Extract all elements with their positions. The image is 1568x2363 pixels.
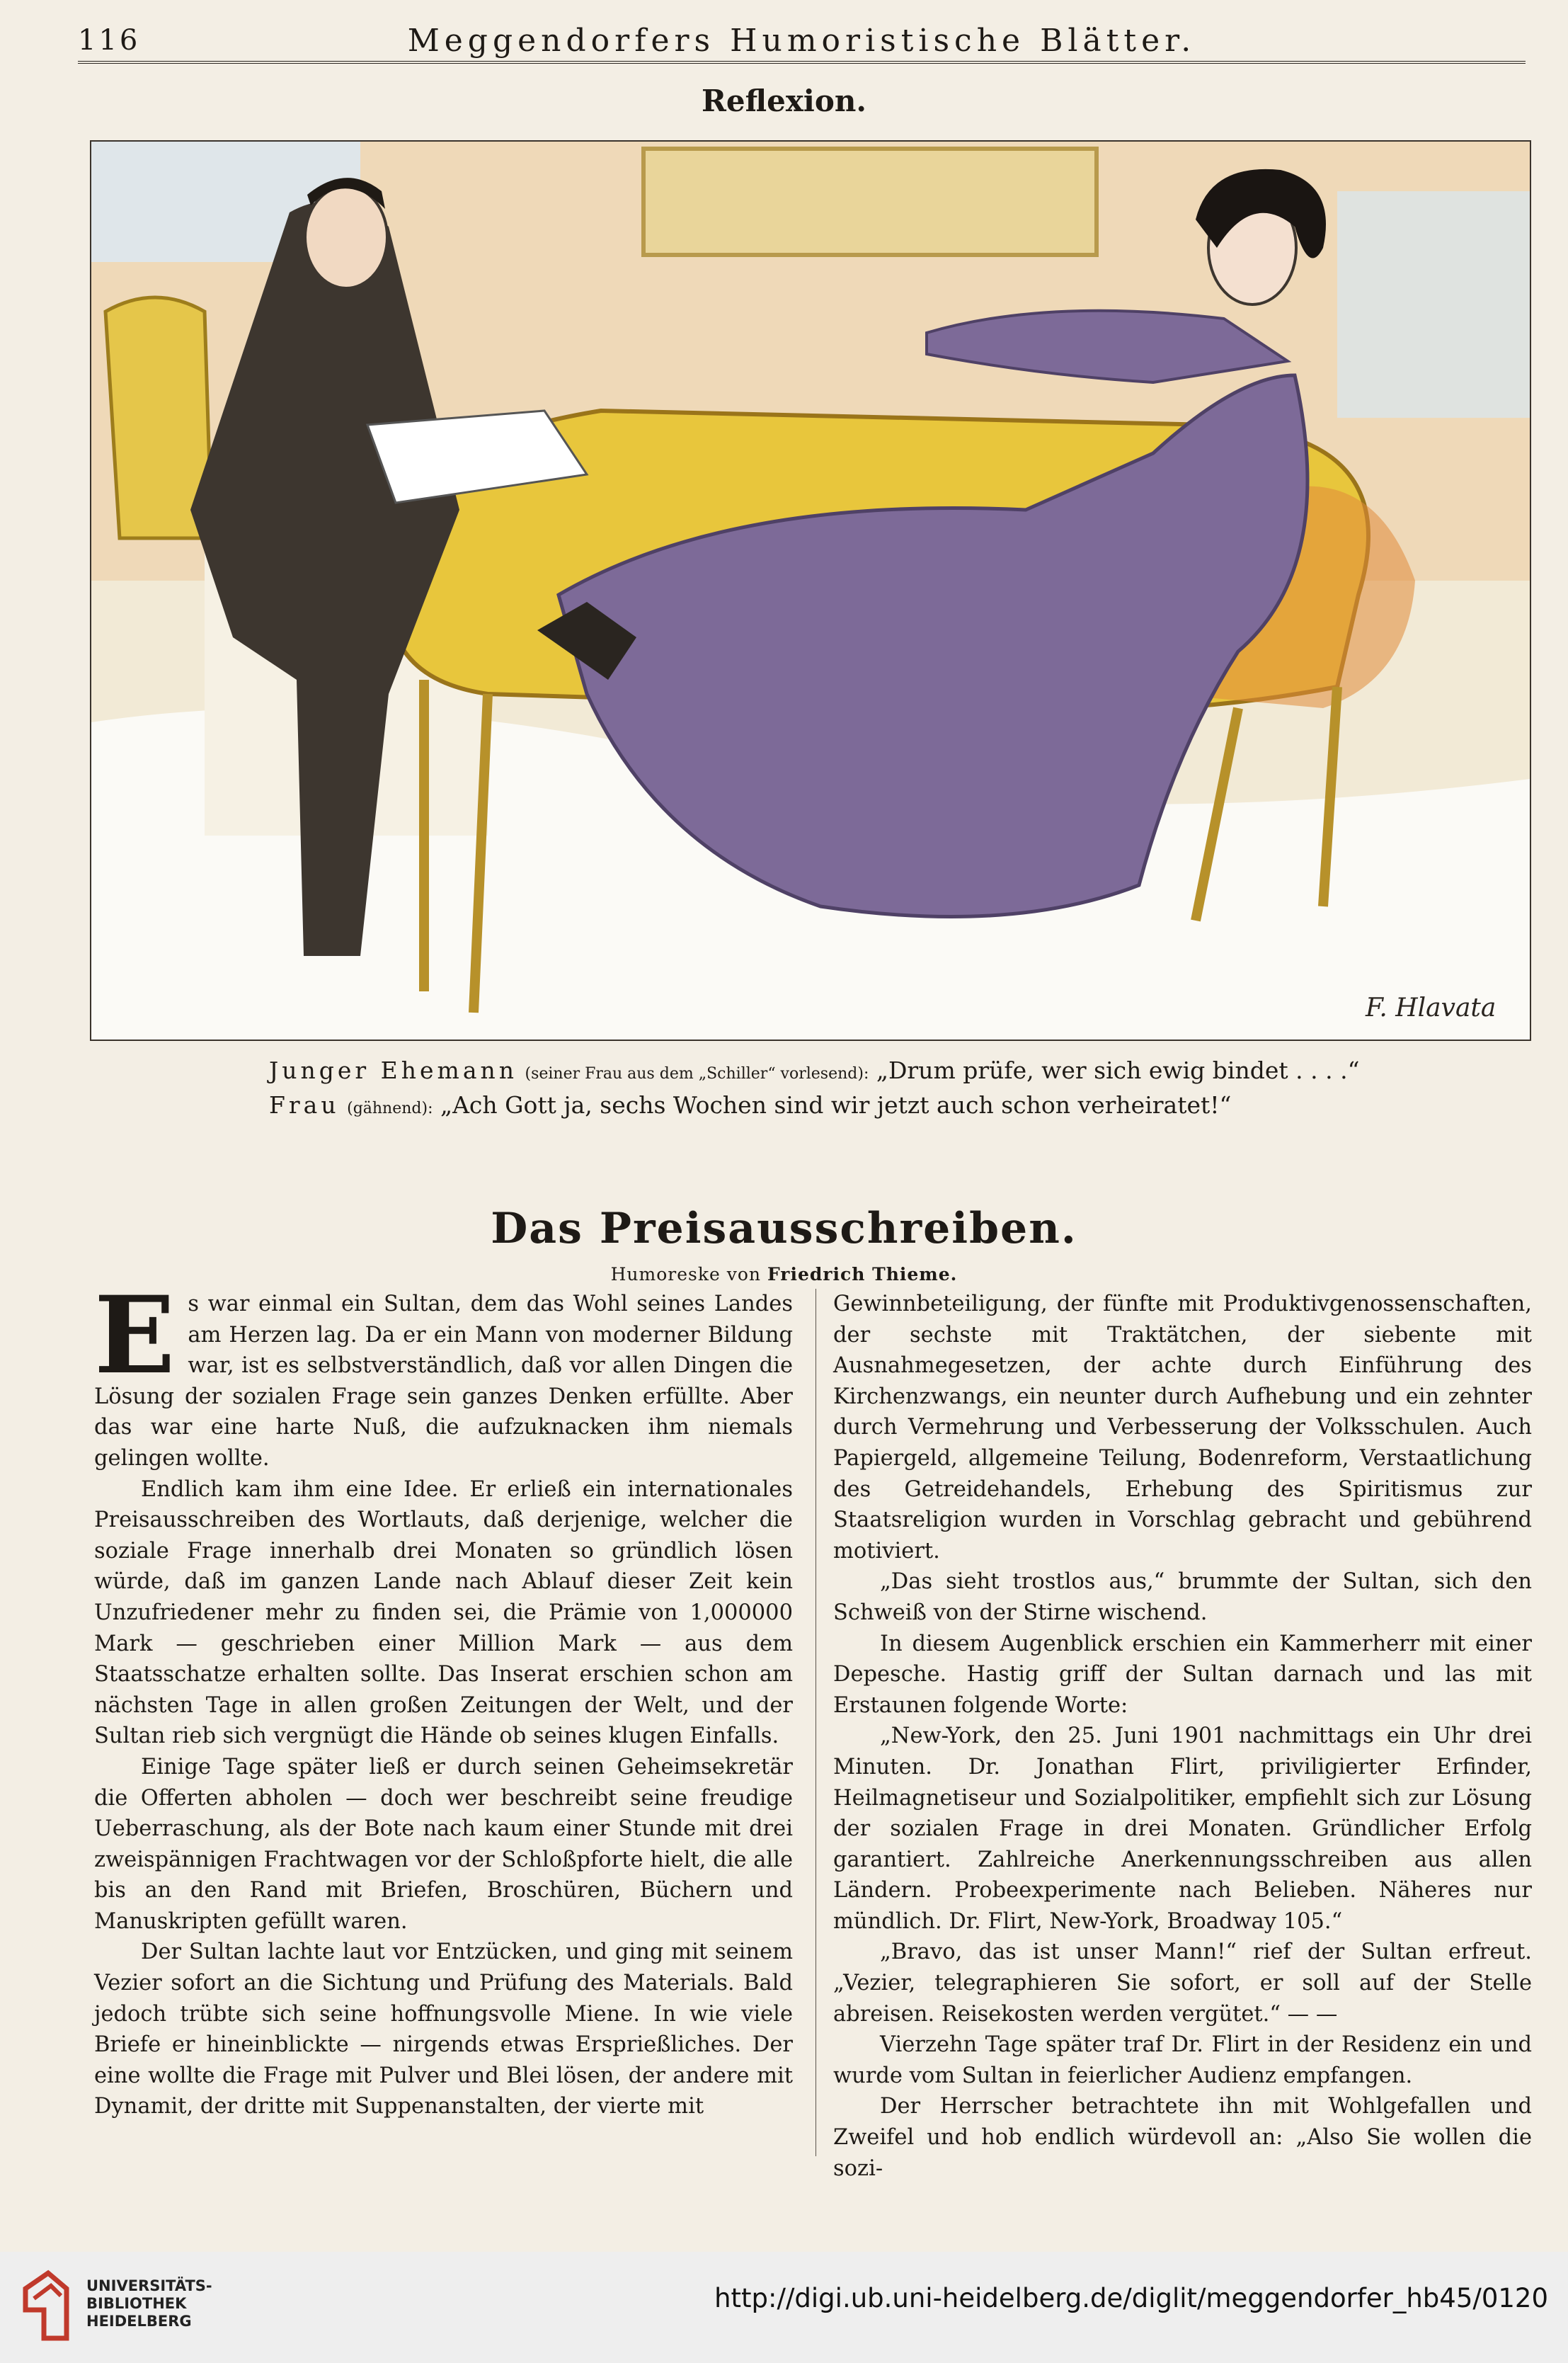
page-number: 116 — [78, 24, 141, 57]
cartoon-title: Reflexion. — [701, 84, 867, 118]
paragraph: „New-York, den 25. Juni 1901 nachmittags ein Uhr drei Minuten. Dr. Jonathan Flirt, priviligierter Erfinder, Heilmagnetiseur und Sozialpolitiker, empfiehlt sich zur Lösung der sozialen Frage in drei Monaten. Gründlicher Erfolg garantiert. Zahlreiche Anerkennungsschreiben aus allen Ländern. Probeexperimente nach Belieben. Näheres nur mündlich. Dr. Flirt, New-York, Broadway 105.“ — [833, 1724, 1532, 1934]
cartoon-caption — [269, 1055, 1472, 1124]
wall-painting — [643, 149, 1097, 255]
paragraph: Einige Tage später ließ er durch seinen Geheimsekretär die Offerten abholen — doch wer beschreibt seine freudige Ueberraschung, als der Bote nach kaum einer Stunde mit drei zweispännigen Frachtwagen vor der Schloßpforte hielt, die alle bis an den Rand mit Briefen, Broschüren, Büchern und Manuskripten gefüllt waren. — [94, 1754, 793, 1934]
illustration-drawing — [91, 142, 1530, 1040]
husband-head — [305, 186, 387, 288]
byline-author: Friedrich Thieme. — [767, 1264, 958, 1285]
caption-text-husband: „Drum prüfe, wer sich ewig bindet . . . .“ — [876, 1057, 1360, 1084]
cartoon-illustration — [90, 140, 1531, 1041]
caption-speaker-husband: Junger Ehemann — [269, 1057, 517, 1084]
caption-text-wife: „Ach Gott ja, sechs Wochen sind wir jetzt auch schon verheiratet!“ — [440, 1091, 1232, 1119]
caption-line-husband — [269, 1055, 1472, 1090]
digitization-footer — [0, 2252, 1568, 2363]
source-url-link[interactable]: http://digi.ub.uni-heidelberg.de/diglit/meggendorfer_hb45/0120 — [714, 2283, 1548, 2313]
page-header — [78, 21, 1526, 64]
paragraph: In diesem Augenblick erschien ein Kammerherr mit einer Depesche. Hastig griff der Sultan darnach und las mit Erstaunen folgende Worte: — [833, 1631, 1532, 1718]
caption-note-wife: (gähnend): — [347, 1100, 433, 1117]
library-name-line2: BIBLIOTHEK — [86, 2295, 187, 2312]
bookshelf — [1337, 191, 1530, 418]
library-name-line3: HEIDELBERG — [86, 2313, 192, 2330]
caption-speaker-wife: Frau — [269, 1091, 340, 1119]
caption-note-husband: (seiner Frau aus dem „Schiller“ vorlesend): — [525, 1065, 869, 1083]
paragraph: Der Herrscher betrachtete ihn mit Wohlgefallen und Zweifel und hob endlich würdevoll an: „Also Sie wollen die sozi- — [833, 2094, 1532, 2181]
artist-signature: F. Hlavata — [1366, 993, 1497, 1023]
paragraph: „Bravo, das ist unser Mann!“ rief der Sultan erfreut. „Vezier, telegraphieren Sie sofort, er soll auf der Stelle abreisen. Reisekosten werden vergütet.“ — — — [833, 1940, 1532, 2027]
library-logo-icon[interactable] — [20, 2267, 72, 2345]
paragraph: „Das sieht trostlos aus,“ brummte der Sultan, sich den Schweiß von der Stirne wischend. — [833, 1569, 1532, 1625]
library-name[interactable] — [86, 2277, 212, 2330]
paragraph: Vierzehn Tage später traf Dr. Flirt in der Residenz ein und wurde vom Sultan in feierlicher Audienz empfangen. — [833, 2032, 1532, 2088]
paragraph: Gewinnbeteiligung, der fünfte mit Produktivgenossenschaften, der sechste mit Traktätchen, der siebente mit Ausnahmegesetzen, der achte durch Einführung des Kirchenzwangs, ein neunter durch Aufhebung und ein zehnter durch Vermehrung und Verbesserung der Volksschulen. Auch Papiergeld, allgemeine Teilung, Bodenreform, Verstaatlichung des Getreidehandels, Erhebung des Spiritismus zur Staatsreligion wurden in Vorschlag gebracht und gebührend motiviert. — [833, 1292, 1532, 1564]
paragraph-text: s war einmal ein Sultan, dem das Wohl seines Landes am Herzen lag. Da er ein Mann von moderner Bildung war, ist es selbstverständlich, daß vor allen Dingen die Lösung der sozialen Frage sein ganzes Denken erfüllte. Aber das war eine harte Nuß, die aufzuknacken ihm niemals gelingen wollte. — [94, 1292, 793, 1471]
library-name-line1: UNIVERSITÄTS- — [86, 2277, 212, 2294]
running-title: Meggendorfers Humoristische Blätter. — [407, 23, 1196, 59]
article-title: Das Preisausschreiben. — [491, 1204, 1077, 1253]
caption-line-wife — [269, 1090, 1472, 1124]
article-byline — [0, 1264, 1568, 1285]
byline-prefix: Humoreske von — [610, 1264, 762, 1285]
drop-cap: E — [94, 1273, 176, 1398]
paragraph: Der Sultan lachte laut vor Entzücken, und ging mit seinem Vezier sofort an die Sichtung und Prüfung des Materials. Bald jedoch trübte sich seine hoffnungsvolle Miene. In wie viele Briefe er hineinblickte — nirgends etwas Ersprießliches. Der eine wollte die Frage mit Pulver und Blei lösen, der andere mit Dynamit, der dritte mit Suppenanstalten, der vierte mit — [94, 1940, 793, 2119]
article-column-right — [833, 1289, 1532, 2184]
paragraph: Endlich kam ihm eine Idee. Er erließ ein internationales Preisausschreiben des Wortlauts, daß derjenige, welcher die soziale Frage innerhalb drei Monaten so gründlich lösen würde, daß im ganzen Lande nach Ablauf dieser Zeit kein Unzufriedener mehr zu finden sei, die Prämie von 1,000000 Mark — geschrieben einer Million Mark — aus dem Staatsschatze erhalten sollte. Das Inserat erschien schon am nächsten Tage in allen großen Zeitungen der Welt, und der Sultan rieb sich vergnügt die Hände ob seines klugen Einfalls. — [94, 1476, 793, 1749]
